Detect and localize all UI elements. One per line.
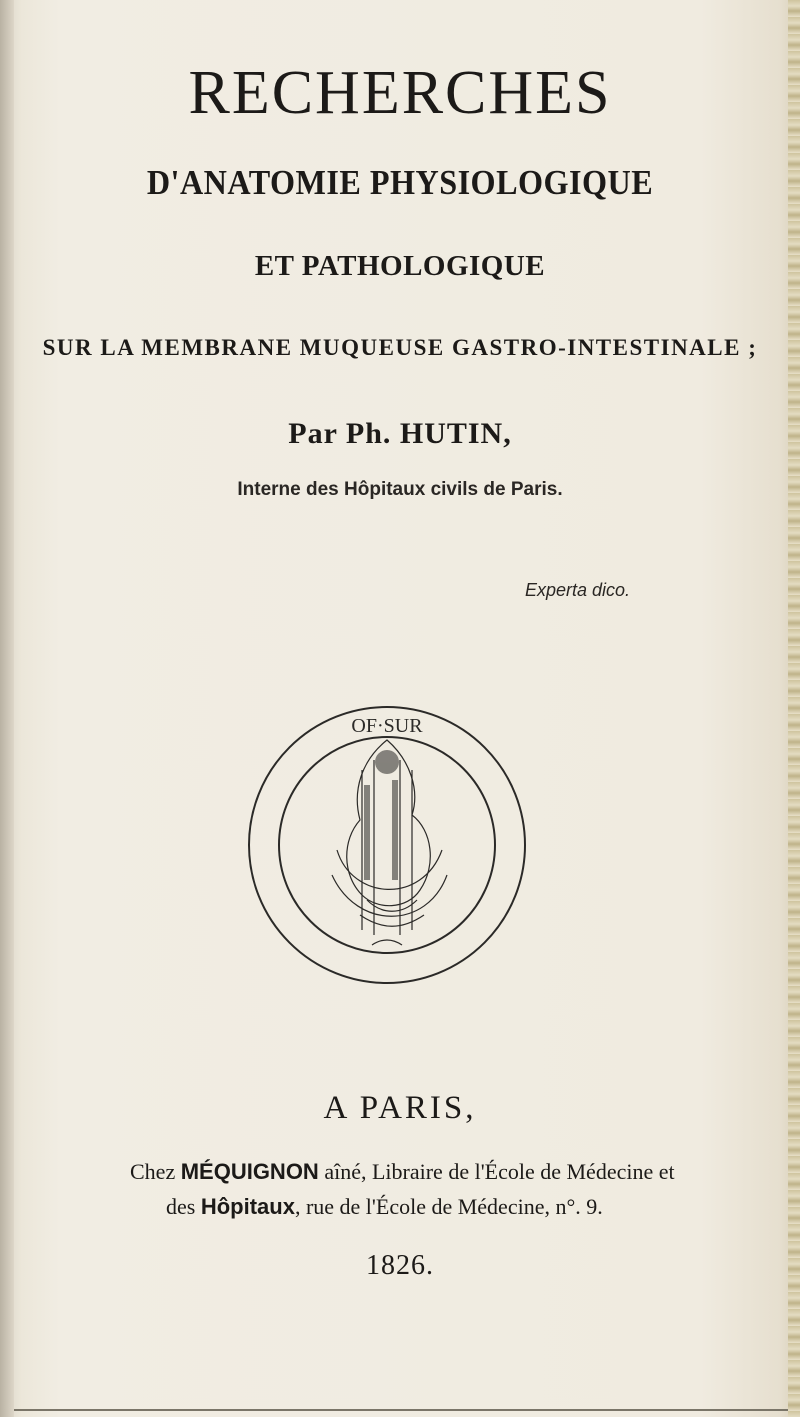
- imprint-line-2-rest: , rue de l'École de Médecine, n°. 9.: [294, 1194, 603, 1219]
- imprint-line-1: [130, 1159, 675, 1185]
- imprint-line-1-rest: aîné, Libraire de l'École de Médecine et: [318, 1159, 675, 1184]
- imprint-place: A PARIS,: [323, 1090, 477, 1126]
- author-line: Par Ph. HUTIN,: [288, 417, 512, 450]
- imprint-line-2-start: des: [166, 1194, 201, 1219]
- author-title: Interne des Hôpitaux civils de Paris.: [237, 479, 563, 500]
- library-stamp-seal-icon: [242, 700, 532, 990]
- publisher-name: MÉQUIGNON: [180, 1159, 319, 1184]
- subtitle-line-1: D'ANATOMIE PHYSIOLOGIQUE: [146, 163, 654, 202]
- imprint-line-2: [166, 1194, 603, 1220]
- imprint-line-2-bold: Hôpitaux: [200, 1194, 295, 1219]
- publication-year: 1826.: [366, 1250, 434, 1281]
- book-title: RECHERCHES: [188, 59, 612, 127]
- bottom-rule: [14, 1409, 788, 1411]
- imprint-prefix: Chez: [130, 1159, 181, 1184]
- seal-lettering: OF·SUR: [351, 715, 423, 737]
- binding-edge: [0, 0, 14, 1417]
- subtitle-line-3: SUR LA MEMBRANE MUQUEUSE GASTRO-INTESTINALE ;: [42, 335, 758, 360]
- page-edge: [788, 0, 800, 1417]
- epigraph: Experta dico.: [525, 580, 631, 600]
- subtitle-line-2: ET PATHOLOGIQUE: [254, 250, 546, 282]
